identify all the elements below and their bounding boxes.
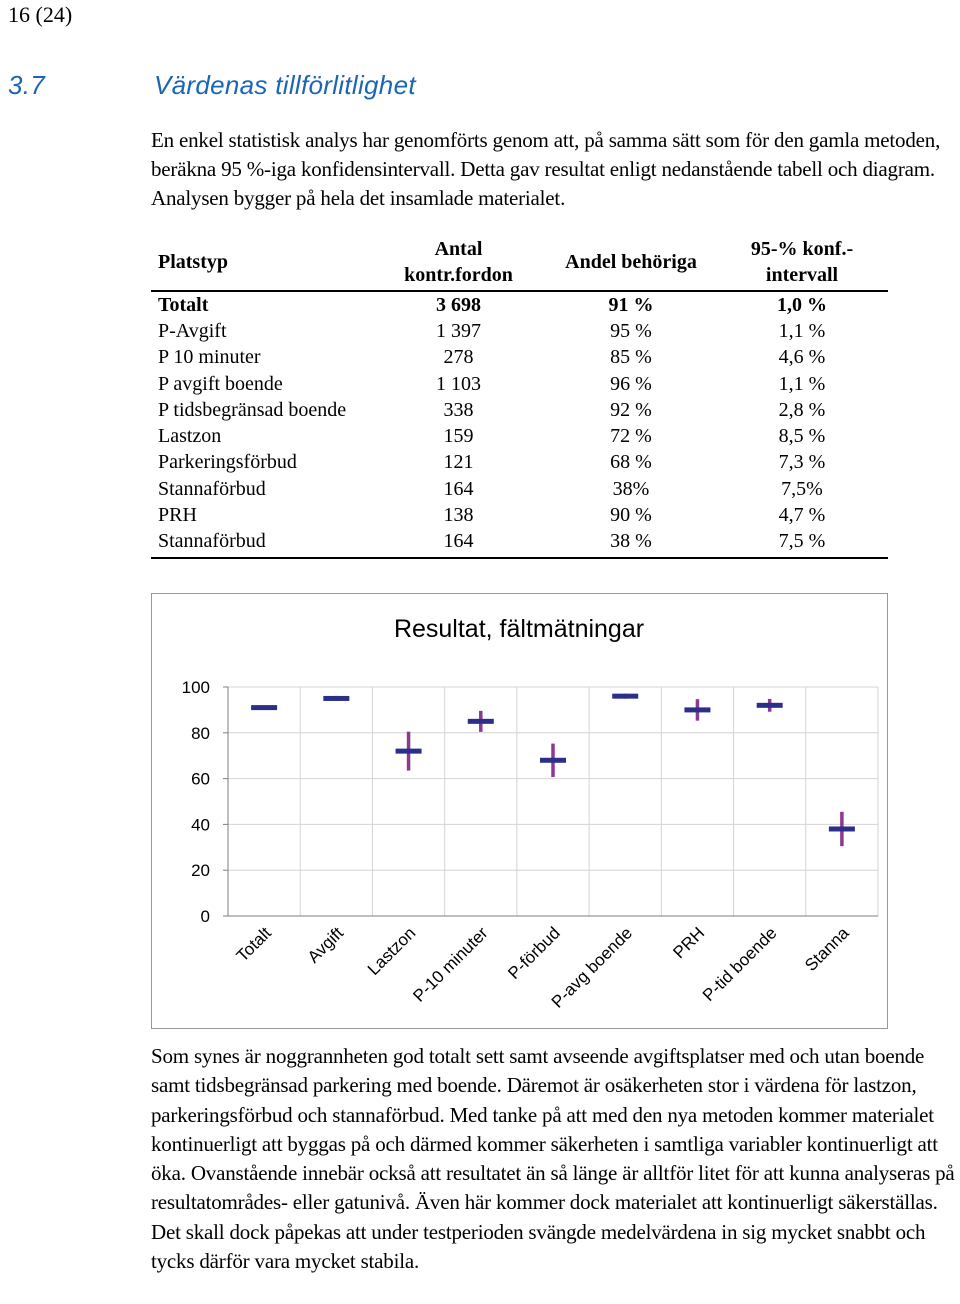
section-number: 3.7: [8, 70, 46, 100]
cell-ci: 4,6 %: [778, 346, 826, 369]
header-konf-line2: intervall: [765, 264, 839, 286]
y-tick-label: 40: [191, 815, 210, 835]
cell-platstyp: Totalt: [158, 293, 209, 316]
table-row: [151, 450, 888, 476]
cell-platstyp: Stannaförbud: [158, 477, 266, 500]
point-marker: [684, 707, 710, 712]
x-tick-label: Stanna: [801, 923, 853, 975]
point-marker: [612, 694, 638, 699]
data-point: [468, 711, 494, 732]
intro-paragraph: En enkel statistisk analys har genomförts genom att, på samma sätt som för den gamla metoden, beräkna 95 %-iga konfidensintervall. Detta gav resultat enligt nedanstående tabell och diagram. Analysen bygger på hela det insamlade materialet.: [151, 128, 941, 210]
cell-share: 38%: [612, 477, 650, 500]
cell-ci: 2,8 %: [778, 398, 826, 421]
point-marker: [468, 719, 494, 724]
x-tick-label: P-förbud: [504, 923, 564, 983]
point-marker: [757, 703, 783, 708]
data-point: [757, 699, 783, 712]
table-header-row: [151, 234, 888, 291]
x-tick-label: Avgift: [303, 923, 348, 967]
point-marker: [396, 749, 422, 754]
cell-share: 90 %: [610, 504, 652, 527]
x-tick-label: Totalt: [232, 923, 275, 966]
section-title: Värdenas tillförlitlighet: [154, 70, 416, 100]
table-row: [151, 397, 888, 423]
header-antal-line1: Antal: [434, 238, 483, 260]
cell-ci: 7,5 %: [778, 530, 826, 553]
chart-title: Resultat, fältmätningar: [393, 615, 645, 643]
y-tick-label: 0: [200, 907, 210, 926]
table-row: [151, 476, 888, 502]
table-row: [151, 423, 888, 449]
table-row: [151, 318, 888, 344]
cell-platstyp: P avgift boende: [158, 372, 283, 395]
cell-share: 72 %: [610, 425, 652, 448]
header-andel: Andel behöriga: [565, 251, 697, 273]
y-tick-label: 100: [181, 678, 210, 697]
x-tick-label: PRH: [669, 923, 709, 963]
cell-platstyp: P tidsbegränsad boende: [158, 398, 347, 421]
cell-ci: 7,3 %: [778, 451, 826, 474]
cell-ci: 7,5%: [781, 477, 823, 500]
header-antal: [371, 234, 546, 291]
x-axis-ticks: [233, 923, 853, 1012]
cell-count: 1 397: [436, 319, 481, 342]
chart-canvas: [152, 594, 887, 1028]
y-tick-label: 20: [191, 861, 210, 881]
chart-series: [251, 694, 855, 847]
cell-share: 85 %: [610, 346, 652, 369]
table-row: [151, 502, 888, 528]
cell-count: 338: [443, 398, 474, 421]
cell-platstyp: P-Avgift: [158, 319, 227, 342]
x-tick-label: P-tid boende: [698, 923, 781, 1005]
table-row: [151, 291, 888, 318]
cell-count: 164: [443, 477, 474, 500]
cell-count: 138: [443, 504, 474, 527]
cell-count: 278: [443, 346, 474, 369]
y-axis-ticks: [182, 678, 210, 926]
point-marker: [829, 826, 855, 831]
table-body: [151, 291, 888, 558]
cell-ci: 4,7 %: [778, 504, 826, 527]
results-chart: [151, 593, 888, 1029]
cell-count: 121: [443, 451, 474, 474]
cell-platstyp: P 10 minuter: [158, 346, 261, 369]
chart-axes: [223, 687, 878, 916]
data-point: [396, 732, 422, 771]
x-tick-label: Lastzon: [363, 923, 420, 979]
table-row: [151, 529, 888, 558]
cell-count: 1 103: [436, 372, 481, 395]
header-antal-line2: kontr.fordon: [404, 264, 513, 286]
cell-ci: 1,1 %: [778, 372, 826, 395]
cell-share: 38 %: [610, 530, 652, 553]
y-tick-label: 80: [191, 723, 210, 743]
body-paragraph: Som synes är noggrannheten god totalt sett samt avseende avgiftsplatser med och utan boende samt tidsbegränsad parkering med boende. Däremot är osäkerheten stor i värdena för lastzon, parkeringsförbud och stannaförbud. Med tanke på att med den nya metoden kommer materialet kontinuerligt att byggas på och därmed kommer säkerheten i samtliga variabler kontinuerligt att öka. Ovanstående innebär också att resultatet än så länge är alltför litet för att kunna analyseras på resultatområdes- eller gatunivå. Även här kommer dock materialet att kontinuerligt säkerställas. Det skall dock påpekas att under testperioden svängde medelvärdena in sig mycket snabbt och tycks därför vara mycket stabila.: [151, 1044, 955, 1274]
page-number: 16 (24): [8, 2, 73, 27]
point-marker: [251, 705, 277, 710]
cell-ci: 1,1 %: [778, 319, 826, 342]
x-tick-label: P-10 minuter: [409, 923, 492, 1006]
header-platstyp: Platstyp: [158, 251, 228, 273]
point-marker: [540, 758, 566, 763]
header-konf-line1: 95-% konf.-: [750, 238, 854, 260]
cell-count: 159: [443, 425, 474, 448]
cell-share: 92 %: [610, 398, 652, 421]
cell-platstyp: Lastzon: [158, 425, 222, 448]
data-point: [684, 699, 710, 721]
point-marker: [323, 696, 349, 701]
header-konf: [716, 234, 888, 291]
cell-share: 95 %: [610, 319, 652, 342]
cell-ci: 8,5 %: [778, 425, 826, 448]
table-row: [151, 371, 888, 397]
cell-platstyp: PRH: [158, 504, 197, 527]
results-table: [151, 234, 888, 559]
chart-grid: [228, 687, 878, 916]
data-point: [612, 694, 638, 699]
x-tick-label: P-avg boende: [547, 923, 637, 1012]
y-tick-label: 60: [191, 769, 210, 789]
data-point: [540, 744, 566, 777]
data-point: [323, 696, 349, 701]
cell-ci: 1,0 %: [777, 293, 827, 316]
cell-share: 96 %: [610, 372, 652, 395]
section-heading: [8, 70, 416, 101]
cell-share: 68 %: [610, 451, 652, 474]
cell-count: 164: [443, 530, 474, 553]
table-row: [151, 345, 888, 371]
cell-count: 3 698: [436, 293, 481, 316]
data-point: [829, 812, 855, 846]
cell-platstyp: Stannaförbud: [158, 530, 266, 553]
cell-platstyp: Parkeringsförbud: [158, 451, 297, 474]
cell-share: 91 %: [608, 293, 654, 316]
data-point: [251, 705, 277, 710]
